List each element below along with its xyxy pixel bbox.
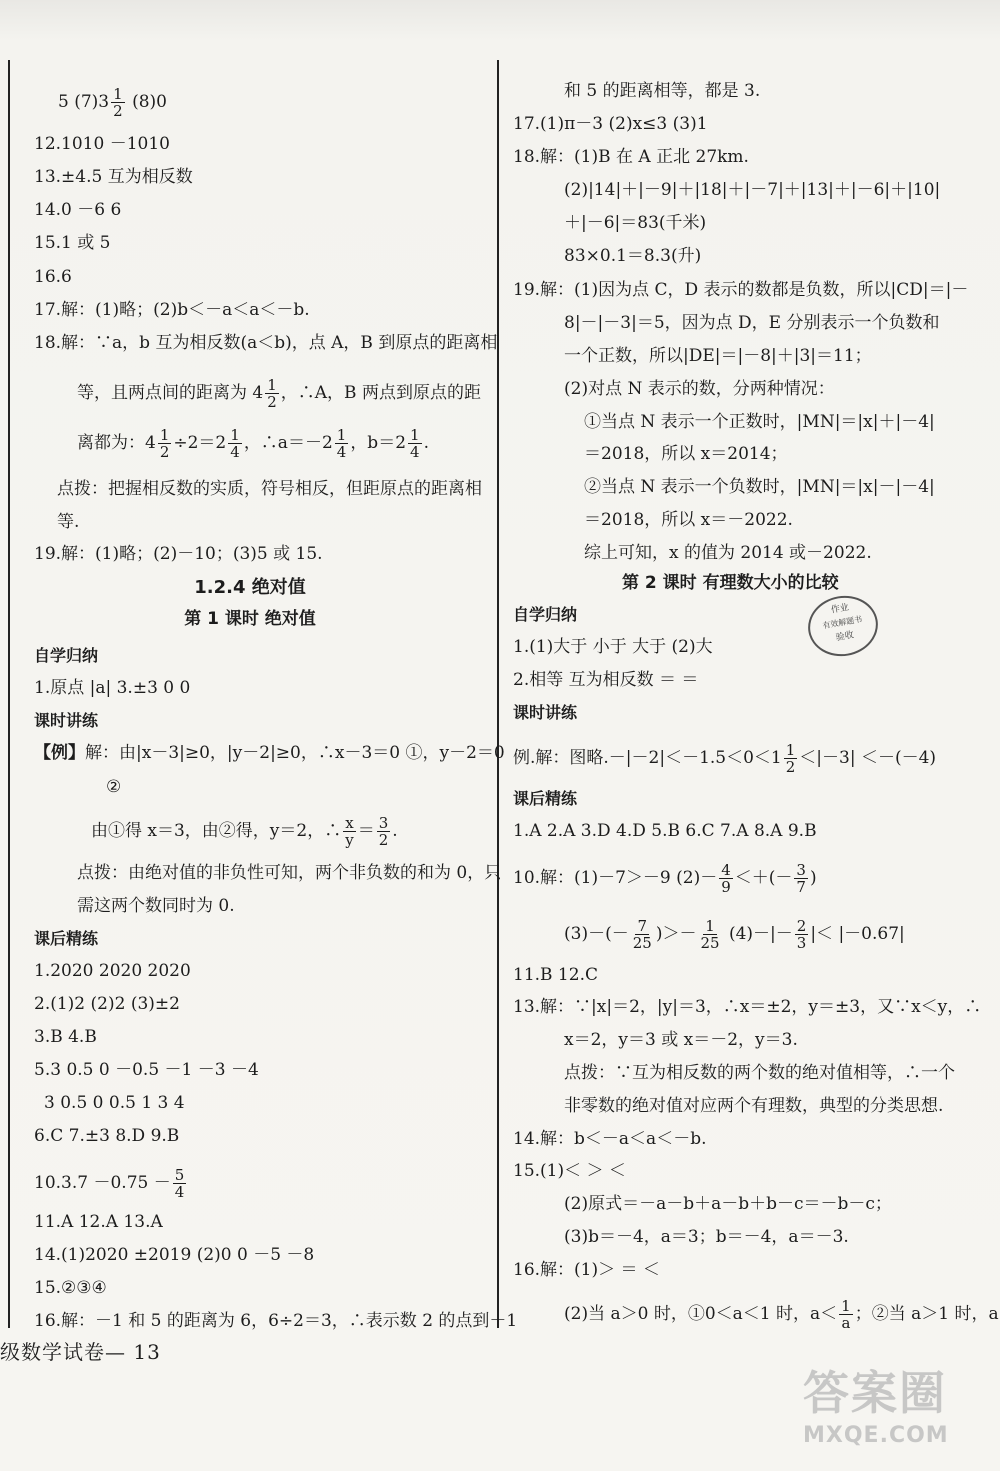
denominator: 2 xyxy=(378,831,389,849)
numerator: 3 xyxy=(796,861,806,879)
denominator: 3 xyxy=(796,934,807,952)
fraction xyxy=(794,862,808,895)
denominator: 2 xyxy=(159,443,170,461)
fraction xyxy=(795,918,809,951)
left-line-17 xyxy=(91,815,398,848)
left-line-1 xyxy=(58,86,167,119)
numerator: 1 xyxy=(336,426,347,444)
fraction xyxy=(111,86,125,119)
stamp-text: 验收 xyxy=(835,630,855,644)
right-line-9: 一个正数，所以|DE|＝|－8|＋|3|＝11； xyxy=(564,346,872,366)
fraction xyxy=(335,427,349,460)
denominator: 25 xyxy=(700,934,720,952)
watermark-url: MXQE.COM xyxy=(803,1423,949,1448)
stamp-text: 作业 xyxy=(830,602,850,616)
left-line-6: 16.6 xyxy=(34,267,72,287)
right-line-4: (2)|14|＋|－9|＋|18|＋|－7|＋|13|＋|－6|＋|10| xyxy=(564,180,941,200)
left-line-10 xyxy=(77,427,429,460)
fraction xyxy=(784,742,798,775)
left-line-7: 17.解：(1)略；(2)b＜－a＜a＜－b. xyxy=(34,300,310,320)
right-line-5: ＋|－6|＝83(千米) xyxy=(564,213,707,233)
numerator: 1 xyxy=(841,1297,851,1315)
text: 例.解：图略.－|－2|＜－1.5＜0＜1 xyxy=(513,748,782,768)
heading-zixue-left: 自学归纳 xyxy=(34,646,99,665)
denominator: 7 xyxy=(796,878,806,896)
numerator: 1 xyxy=(410,426,420,444)
text: )＞－ xyxy=(655,924,697,944)
right-line-32 xyxy=(564,1298,999,1331)
fraction xyxy=(719,862,733,895)
left-line-4: 14.0 －6 6 xyxy=(34,200,122,220)
right-line-29: (2)原式＝－a－b＋a－b＋b－c＝－b－c； xyxy=(564,1194,892,1214)
left-line-14: 1.原点 |a| 3.±3 0 0 xyxy=(34,678,191,698)
numerator: x xyxy=(345,814,354,832)
text: ＜|－3| ＜－(－4) xyxy=(799,748,937,768)
left-line-30: 16.解：－1 和 5 的距离为 6，6÷2＝3，∴表示数 2 的点到－1 xyxy=(34,1311,518,1331)
denominator: a xyxy=(841,1314,851,1332)
lesson-title-1: 第 1 课时 绝对值 xyxy=(184,609,316,629)
text: 等，且两点间的距离为 4 xyxy=(77,383,264,403)
right-line-19: 1.A 2.A 3.D 4.D 5.B 6.C 7.A 8.A 9.B xyxy=(513,821,817,841)
right-line-7: 19.解：(1)因为点 C，D 表示的数都是负数，所以|CD|＝|－ xyxy=(513,280,969,300)
left-line-28: 14.(1)2020 ±2019 (2)0 0 －5 －8 xyxy=(34,1245,315,1265)
heading-zixue-right: 自学归纳 xyxy=(513,605,578,624)
column-divider xyxy=(497,60,499,1328)
right-line-6: 83×0.1＝8.3(升) xyxy=(564,246,702,266)
right-line-22: 11.B 12.C xyxy=(513,965,598,985)
text: ) xyxy=(809,868,817,888)
left-line-26 xyxy=(34,1167,188,1200)
fraction xyxy=(158,427,172,460)
left-line-8: 18.解：∵a，b 互为相反数(a＜b)，点 A，B 到原点的距离相 xyxy=(34,333,498,353)
numerator: 1 xyxy=(705,917,715,935)
left-line-20: 1.2020 2020 2020 xyxy=(34,961,191,981)
right-line-1: 和 5 的距离相等，都是 3. xyxy=(564,81,761,101)
text: . xyxy=(423,433,429,453)
right-line-16: 1.(1)大于 小于 大于 (2)大 xyxy=(513,637,713,657)
fraction xyxy=(698,918,721,951)
text: . xyxy=(392,821,398,841)
left-line-24: 3 0.5 0 0.5 1 3 4 xyxy=(44,1093,185,1113)
numerator: 2 xyxy=(796,917,807,935)
numerator: 4 xyxy=(721,861,731,879)
text: ，b＝2 xyxy=(350,433,407,453)
section-title: 1.2.4 绝对值 xyxy=(194,577,306,598)
right-line-21 xyxy=(564,918,905,951)
fraction xyxy=(839,1298,853,1331)
right-line-15: 综上可知，x 的值为 2014 或－2022. xyxy=(584,543,872,563)
right-line-25: 点拨：∵互为相反数的两个数的绝对值相等，∴一个 xyxy=(564,1063,955,1083)
right-line-11: ①当点 N 表示一个正数时，|MN|＝|x|＋|－4| xyxy=(584,412,935,432)
heading-keshi-left: 课时讲练 xyxy=(34,711,99,730)
text: |＜ |－0.67| xyxy=(810,924,905,944)
stamp-text: 有效解题书 xyxy=(821,614,863,631)
text: ＜＋(－ xyxy=(734,868,793,888)
right-line-28: 15.(1)＜ ＞ ＜ xyxy=(513,1161,626,1181)
right-line-14: ＝2018，所以 x＝－2022. xyxy=(584,510,793,530)
denominator: 9 xyxy=(721,878,731,896)
right-line-24: x＝2，y＝3 或 x＝－2，y＝3. xyxy=(564,1030,798,1050)
heading-kehou-left: 课后精练 xyxy=(34,929,99,948)
right-line-18 xyxy=(513,742,936,775)
right-line-12: ＝2018，所以 x＝2014； xyxy=(584,444,788,464)
text: 10.解：(1)－7＞－9 (2)－ xyxy=(513,868,718,888)
numerator: 7 xyxy=(637,917,648,935)
left-line-23: 5.3 0.5 0 －0.5 －1 －3 －4 xyxy=(34,1060,259,1080)
text: 解：由|x－3|≥0，|y－2|≥0，∴x－3＝0 ①，y－2＝0 xyxy=(85,743,505,763)
right-line-23: 13.解：∵|x|＝2，|y|＝3，∴x＝±2，y＝±3，又∵x＜y，∴ xyxy=(513,997,982,1017)
denominator: 4 xyxy=(410,443,420,461)
left-line-9 xyxy=(77,377,481,410)
fraction xyxy=(408,427,422,460)
denominator: 25 xyxy=(632,934,652,952)
left-line-15 xyxy=(34,742,505,764)
fraction xyxy=(631,918,654,951)
text: 由①得 x＝3，由②得，y＝2，∴ xyxy=(91,821,342,841)
text: 5 (7)3 xyxy=(58,92,110,112)
left-line-12: 等. xyxy=(57,512,80,532)
watermark-logo-text: 答案圈 xyxy=(803,1366,947,1420)
left-line-21: 2.(1)2 (2)2 (3)±2 xyxy=(34,994,180,1014)
left-line-18: 点拨：由绝对值的非负性可知，两个非负数的和为 0，只 xyxy=(77,863,502,883)
text: ，∴A，B 两点到原点的距 xyxy=(280,383,481,403)
left-line-2: 12.1010 －1010 xyxy=(34,134,170,154)
right-line-3: 18.解：(1)B 在 A 正北 27km. xyxy=(513,147,749,167)
text: (2)当 a＞0 时，①0＜a＜1 时，a＜ xyxy=(564,1304,838,1324)
text: 离都为：4 xyxy=(77,433,156,453)
left-line-22: 3.B 4.B xyxy=(34,1027,97,1047)
denominator: 2 xyxy=(267,393,277,411)
left-line-5: 15.1 或 5 xyxy=(34,233,111,253)
left-line-29: 15.②③④ xyxy=(34,1278,107,1298)
page-footer: 级数学试卷— 13 xyxy=(0,1340,161,1364)
fraction xyxy=(377,815,391,848)
text: (8)0 xyxy=(132,92,167,112)
heading-keshi-right: 课时讲练 xyxy=(513,703,578,722)
denominator: 4 xyxy=(174,1183,185,1201)
numerator: 5 xyxy=(174,1166,185,1184)
heading-kehou-right: 课后精练 xyxy=(513,789,578,808)
text: (3)－(－ xyxy=(564,924,629,944)
text: ÷2＝2 xyxy=(173,433,227,453)
numerator: 1 xyxy=(159,426,170,444)
right-line-10: (2)对点 N 表示的数，分两种情况： xyxy=(564,379,835,399)
left-line-11: 点拨：把握相反数的实质，符号相反，但距原点的距离相 xyxy=(57,479,482,499)
fraction xyxy=(265,377,279,410)
right-line-2: 17.(1)π－3 (2)x≤3 (3)1 xyxy=(513,114,708,134)
right-line-8: 8|－|－3|＝5，因为点 D，E 分别表示一个负数和 xyxy=(564,313,940,333)
right-line-17: 2.相等 互为相反数 ＝ ＝ xyxy=(513,670,699,690)
right-line-31: 16.解：(1)＞ ＝ ＜ xyxy=(513,1260,660,1280)
right-line-27: 14.解：b＜－a＜a＜－b. xyxy=(513,1129,707,1149)
numerator: 1 xyxy=(267,376,277,394)
left-line-19: 需这两个数同时为 0. xyxy=(77,896,235,916)
denominator: y xyxy=(345,831,354,849)
fraction xyxy=(343,815,355,848)
left-margin-rule xyxy=(8,60,10,1328)
fraction xyxy=(228,427,242,460)
left-line-16: ② xyxy=(106,777,122,797)
lesson-title-2: 第 2 课时 有理数大小的比较 xyxy=(622,573,839,593)
right-line-13: ②当点 N 表示一个负数时，|MN|＝|x|－|－4| xyxy=(584,477,935,497)
numerator: 1 xyxy=(113,85,123,103)
text: ，∴a＝－2 xyxy=(243,433,333,453)
left-line-25: 6.C 7.±3 8.D 9.B xyxy=(34,1126,180,1146)
site-watermark xyxy=(803,1357,988,1453)
right-line-26: 非零数的绝对值对应两个有理数，典型的分类思想. xyxy=(564,1096,944,1116)
text: 10.3.7 －0.75 － xyxy=(34,1173,171,1193)
denominator: 2 xyxy=(785,758,796,776)
left-line-13: 19.解：(1)略；(2)－10；(3)5 或 15. xyxy=(34,544,323,564)
fraction xyxy=(173,1167,187,1200)
numerator: 3 xyxy=(378,814,389,832)
left-line-3: 13.±4.5 互为相反数 xyxy=(34,167,193,187)
text: ；②当 a＞1 时，a xyxy=(854,1304,999,1324)
right-line-30: (3)b＝－4，a＝3；b＝－4，a＝－3. xyxy=(564,1227,849,1247)
denominator: 2 xyxy=(113,102,123,120)
example-tag: 【例】 xyxy=(34,743,85,763)
homework-stamp xyxy=(803,590,882,661)
numerator: 1 xyxy=(230,426,240,444)
text: (4)－|－ xyxy=(723,924,793,944)
right-line-20 xyxy=(513,862,817,895)
denominator: 4 xyxy=(230,443,240,461)
denominator: 4 xyxy=(336,443,347,461)
text: ＝ xyxy=(357,821,375,841)
numerator: 1 xyxy=(785,741,796,759)
left-line-27: 11.A 12.A 13.A xyxy=(34,1212,163,1232)
